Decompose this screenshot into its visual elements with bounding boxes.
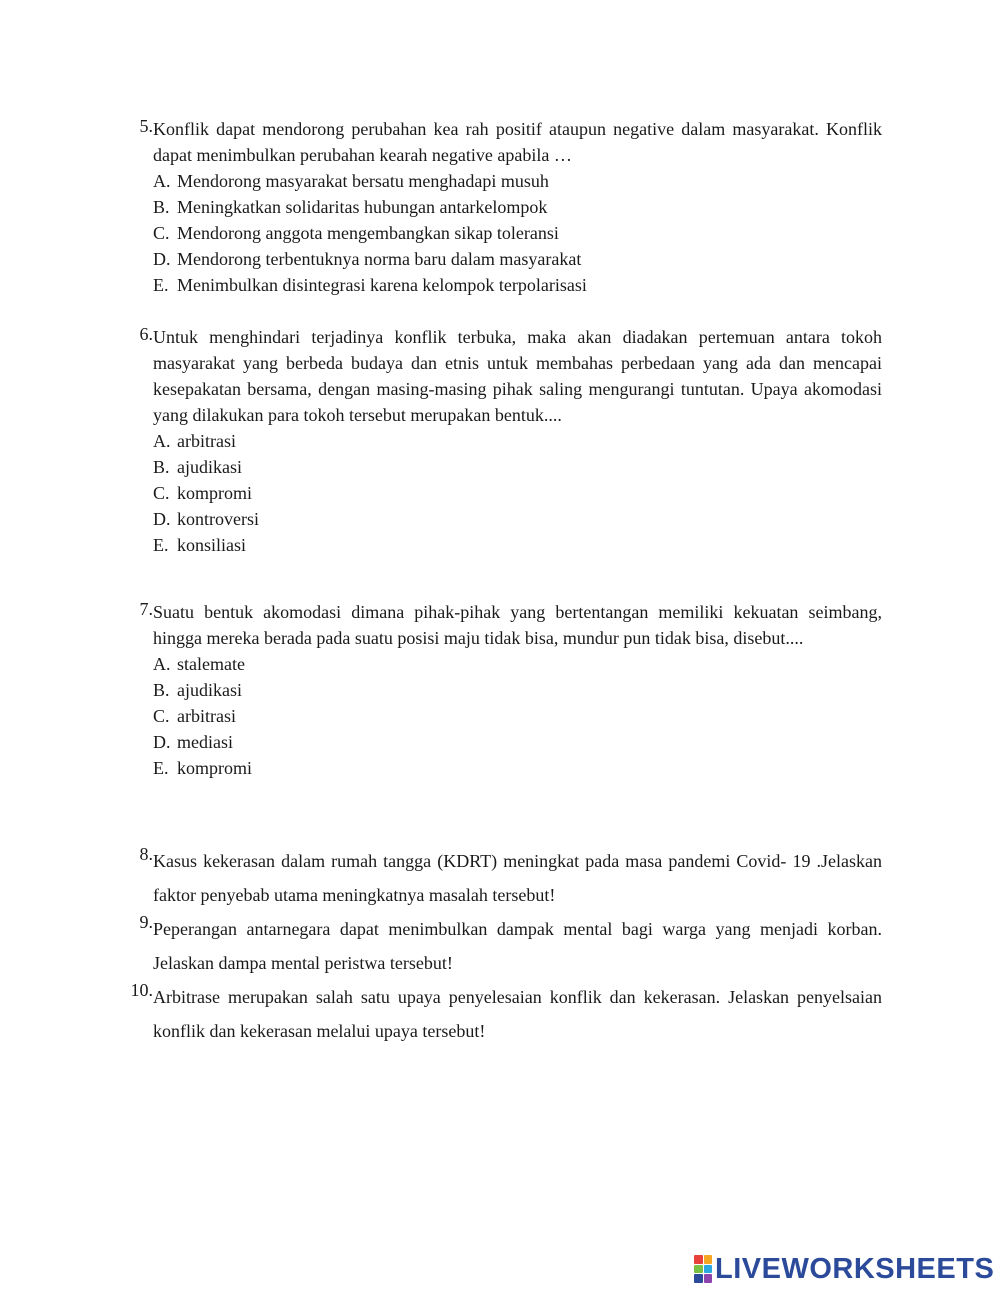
option-a[interactable]: A. Mendorong masyarakat bersatu menghadapi musuh: [153, 171, 549, 191]
option-d[interactable]: D. kontroversi: [153, 509, 259, 529]
option-c[interactable]: C. kompromi: [153, 483, 252, 503]
question-stem: Untuk menghindari terjadinya konflik terbuka, maka akan diadakan pertemuan antara tokoh masyarakat yang berbeda budaya dan etnis untuk membahas perbedaan yang ada dan mencapai kesepakatan bersama, dengan masing-masing pihak saling mengurangi tuntutan. Upaya akomodasi yang dilakukan para tokoh tersebut merupakan bentuk....: [153, 327, 882, 425]
option-e[interactable]: E. Menimbulkan disintegrasi karena kelompok terpolarisasi: [153, 275, 587, 295]
question-number: 9.: [139, 912, 153, 932]
option-e[interactable]: E. kompromi: [153, 758, 252, 778]
liveworksheets-logo: [694, 1254, 994, 1284]
question-6: [110, 324, 882, 558]
question-8: [110, 844, 882, 912]
liveworksheets-logo-icon: [694, 1255, 712, 1283]
question-stem: Konflik dapat mendorong perubahan kea rah positif ataupun negative dalam masyarakat. Konflik dapat menimbulkan perubahan kearah negative apabila …: [153, 119, 882, 165]
question-7: [110, 599, 882, 781]
option-a[interactable]: A. stalemate: [153, 654, 245, 674]
option-d[interactable]: D. Mendorong terbentuknya norma baru dalam masyarakat: [153, 249, 582, 269]
options-list: [153, 428, 882, 558]
question-stem: Suatu bentuk akomodasi dimana pihak-pihak yang bertentangan memiliki kekuatan seimbang, hingga mereka berada pada suatu posisi maju tidak bisa, mundur pun tidak bisa, disebut....: [153, 602, 882, 648]
option-b[interactable]: B. ajudikasi: [153, 680, 242, 700]
options-list: [153, 651, 882, 781]
option-b[interactable]: B. ajudikasi: [153, 457, 242, 477]
question-stem: Kasus kekerasan dalam rumah tangga (KDRT) meningkat pada masa pandemi Covid- 19 .Jelaskan faktor penyebab utama meningkatnya masalah tersebut!: [153, 851, 882, 905]
question-number: 6.: [139, 324, 153, 344]
question-number: 10.: [130, 980, 153, 1000]
question-number: 8.: [139, 844, 153, 864]
question-number: 7.: [139, 599, 153, 619]
options-list: [153, 168, 882, 298]
option-a[interactable]: A. arbitrasi: [153, 431, 236, 451]
question-stem: Arbitrase merupakan salah satu upaya penyelesaian konflik dan kekerasan. Jelaskan penyelsaian konflik dan kekerasan melalui upaya tersebut!: [153, 987, 882, 1041]
option-d[interactable]: D. mediasi: [153, 732, 233, 752]
option-c[interactable]: C. arbitrasi: [153, 706, 236, 726]
option-c[interactable]: C. Mendorong anggota mengembangkan sikap toleransi: [153, 223, 559, 243]
question-9: [110, 912, 882, 980]
question-number: 5.: [139, 116, 153, 136]
question-stem: Peperangan antarnegara dapat menimbulkan dampak mental bagi warga yang menjadi korban. Jelaskan dampa mental peristwa tersebut!: [153, 919, 882, 973]
logo-text: LIVEWORKSHEETS: [715, 1253, 995, 1285]
question-5: [110, 116, 882, 298]
option-e[interactable]: E. konsiliasi: [153, 535, 247, 555]
question-10: [110, 980, 882, 1048]
option-b[interactable]: B. Meningkatkan solidaritas hubungan antarkelompok: [153, 197, 548, 217]
